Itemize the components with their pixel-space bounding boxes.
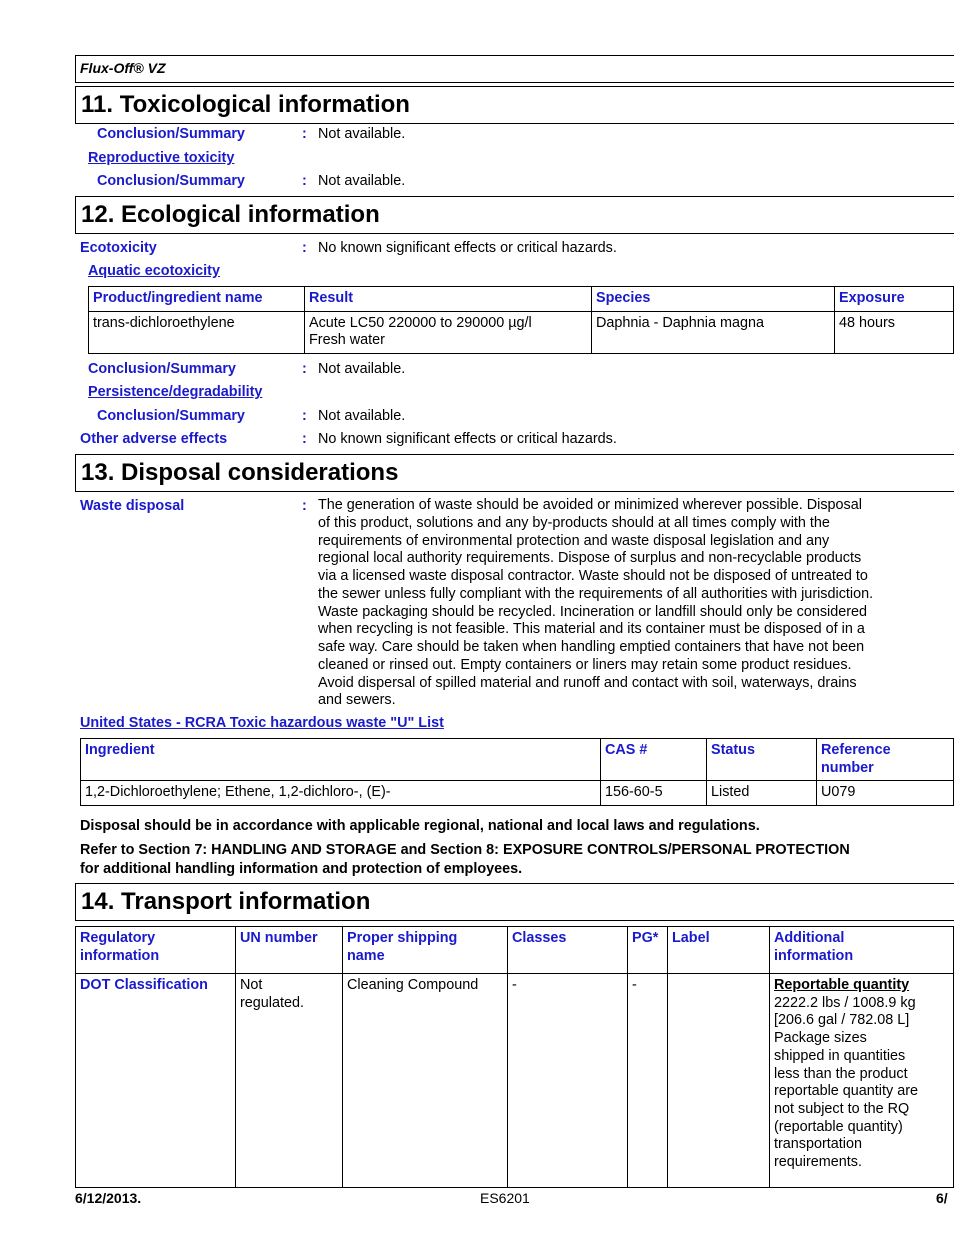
footer-code: ES6201 — [480, 1190, 530, 1206]
colon: : — [302, 173, 307, 189]
result-cell — [305, 311, 592, 353]
ingredient-cell: 1,2-Dichloroethylene; Ethene, 1,2-dichloro-, (E)- — [81, 781, 601, 806]
table-row — [76, 974, 954, 1188]
waste-disposal-label: Waste disposal — [80, 498, 185, 514]
section-11-title: 11. Toxicological information — [75, 86, 954, 124]
regulatory-cell: DOT Classification — [76, 974, 236, 1188]
header-line: Proper shipping — [347, 930, 458, 946]
table-row — [81, 781, 954, 806]
info-line: requirements. — [774, 1154, 862, 1171]
aquatic-ecotoxicity-table — [88, 286, 954, 354]
waste-line: cleaned or rinsed out. Empty containers or liners may retain some product residues. — [318, 656, 852, 673]
table-header-row — [76, 927, 954, 974]
column-header: CAS # — [601, 739, 707, 781]
column-header: PG* — [628, 927, 668, 974]
column-header: UN number — [236, 927, 343, 974]
cell-line: Not — [240, 977, 263, 993]
colon: : — [302, 498, 307, 514]
tox-conclusion-label-1: Conclusion/Summary — [97, 126, 245, 142]
waste-line: safe way. Care should be taken when handling emptied containers that have not been — [318, 639, 865, 655]
disposal-note: Disposal should be in accordance with applicable regional, national and local laws and regulations. — [80, 818, 760, 834]
info-line: less than the product — [774, 1065, 908, 1082]
footer-page: 6/ — [936, 1190, 948, 1206]
cell-line: regulated. — [240, 994, 305, 1011]
waste-line: regional local authority requirements. Dispose of surplus and non-recyclable products — [318, 550, 862, 567]
waste-line: Waste packaging should be recycled. Incineration or landfill should only be considered — [318, 603, 868, 620]
column-header: Ingredient — [81, 739, 601, 781]
refer-line: Refer to Section 7: HANDLING AND STORAGE and Section 8: EXPOSURE CONTROLS/PERSONAL PROTECTION — [80, 842, 850, 858]
table-header-row — [89, 287, 954, 312]
colon: : — [302, 408, 307, 424]
ecotoxicity-label: Ecotoxicity — [80, 240, 157, 256]
table-row — [89, 311, 954, 353]
aquatic-ecotoxicity-heading[interactable]: Aquatic ecotoxicity — [88, 263, 220, 279]
header-line: name — [347, 947, 385, 964]
info-line: not subject to the RQ — [774, 1100, 910, 1117]
pg-cell: - — [628, 974, 668, 1188]
column-header — [817, 739, 954, 781]
info-line: [206.6 gal / 782.08 L] — [774, 1012, 910, 1029]
eco-conclusion-value-2: Not available. — [318, 408, 406, 424]
cas-cell: 156-60-5 — [601, 781, 707, 806]
other-adverse-effects-value: No known significant effects or critical hazards. — [318, 431, 617, 447]
header-line: Reference — [821, 742, 891, 758]
waste-disposal-text — [318, 497, 948, 710]
product-name: Flux-Off® VZ — [80, 60, 166, 76]
section-12-title: 12. Ecological information — [75, 196, 954, 234]
info-line: (reportable quantity) — [774, 1118, 903, 1135]
colon: : — [302, 431, 307, 447]
colon: : — [302, 240, 307, 256]
additional-info-cell — [770, 974, 954, 1188]
rcra-table — [80, 738, 954, 806]
table-header-row — [81, 739, 954, 781]
refer-note — [80, 841, 850, 879]
header-line: information — [80, 947, 160, 964]
header-line: number — [821, 759, 874, 776]
refer-line: for additional handling information and protection of employees. — [80, 861, 523, 877]
colon: : — [302, 126, 307, 142]
document-header-bar — [75, 55, 954, 83]
exposure-cell: 48 hours — [835, 311, 954, 353]
waste-line: the sewer unless fully compliant with the requirements of all authorities with jurisdiction. — [318, 585, 874, 602]
species-cell: Daphnia - Daphnia magna — [592, 311, 835, 353]
transport-table — [75, 926, 954, 1188]
column-header: Result — [305, 287, 592, 312]
ecotoxicity-value: No known significant effects or critical hazards. — [318, 240, 617, 256]
tox-conclusion-label-2: Conclusion/Summary — [97, 173, 245, 189]
info-line: transportation — [774, 1136, 862, 1153]
column-header — [76, 927, 236, 974]
waste-line: The generation of waste should be avoided or minimized wherever possible. Disposal — [318, 497, 862, 513]
eco-conclusion-label-1: Conclusion/Summary — [88, 361, 236, 377]
column-header: Species — [592, 287, 835, 312]
section-13-title: 13. Disposal considerations — [75, 454, 954, 492]
result-line: Acute LC50 220000 to 290000 µg/l — [309, 314, 532, 331]
label-cell — [668, 974, 770, 1188]
eco-conclusion-value-1: Not available. — [318, 361, 406, 377]
header-line: Additional — [774, 930, 845, 946]
waste-line: of this product, solutions and any by-products should at all times comply with the — [318, 514, 830, 531]
reproductive-toxicity-heading[interactable]: Reproductive toxicity — [88, 150, 235, 166]
classes-cell: - — [508, 974, 628, 1188]
waste-line: and sewers. — [318, 692, 396, 709]
column-header — [343, 927, 508, 974]
column-header: Label — [668, 927, 770, 974]
rcra-list-heading[interactable]: United States - RCRA Toxic hazardous waste "U" List — [80, 715, 444, 731]
info-line: 2222.2 lbs / 1008.9 kg — [774, 994, 916, 1011]
status-cell: Listed — [707, 781, 817, 806]
column-header: Status — [707, 739, 817, 781]
column-header: Classes — [508, 927, 628, 974]
persistence-heading[interactable]: Persistence/degradability — [88, 384, 263, 400]
tox-conclusion-value-1: Not available. — [318, 126, 406, 142]
column-header: Product/ingredient name — [89, 287, 305, 312]
info-line: reportable quantity are — [774, 1083, 918, 1100]
shipping-name-cell: Cleaning Compound — [343, 974, 508, 1188]
header-line: Regulatory — [80, 930, 156, 946]
colon: : — [302, 361, 307, 377]
column-header — [770, 927, 954, 974]
waste-line: Avoid dispersal of spilled material and runoff and contact with soil, waterways, drains — [318, 674, 857, 691]
eco-conclusion-label-2: Conclusion/Summary — [97, 408, 245, 424]
un-number-cell — [236, 974, 343, 1188]
section-14-title: 14. Transport information — [75, 883, 954, 921]
waste-line: via a licensed waste disposal contractor. Waste should not be disposed of untreated to — [318, 568, 868, 584]
waste-line: requirements of environmental protection and waste disposal legislation and any — [318, 532, 830, 549]
result-line: Fresh water — [309, 332, 385, 349]
ingredient-name-cell: trans-dichloroethylene — [89, 311, 305, 353]
reference-cell: U079 — [817, 781, 954, 806]
info-line: shipped in quantities — [774, 1047, 906, 1064]
column-header: Exposure — [835, 287, 954, 312]
header-line: information — [774, 947, 854, 964]
other-adverse-effects-label: Other adverse effects — [80, 431, 228, 447]
info-line: Package sizes — [774, 1030, 867, 1047]
reportable-quantity-heading: Reportable quantity — [774, 977, 910, 993]
waste-line: when recycling is not feasible. This material and its container must be disposed of in a — [318, 621, 865, 638]
tox-conclusion-value-2: Not available. — [318, 173, 406, 189]
footer-date: 6/12/2013. — [75, 1190, 142, 1206]
